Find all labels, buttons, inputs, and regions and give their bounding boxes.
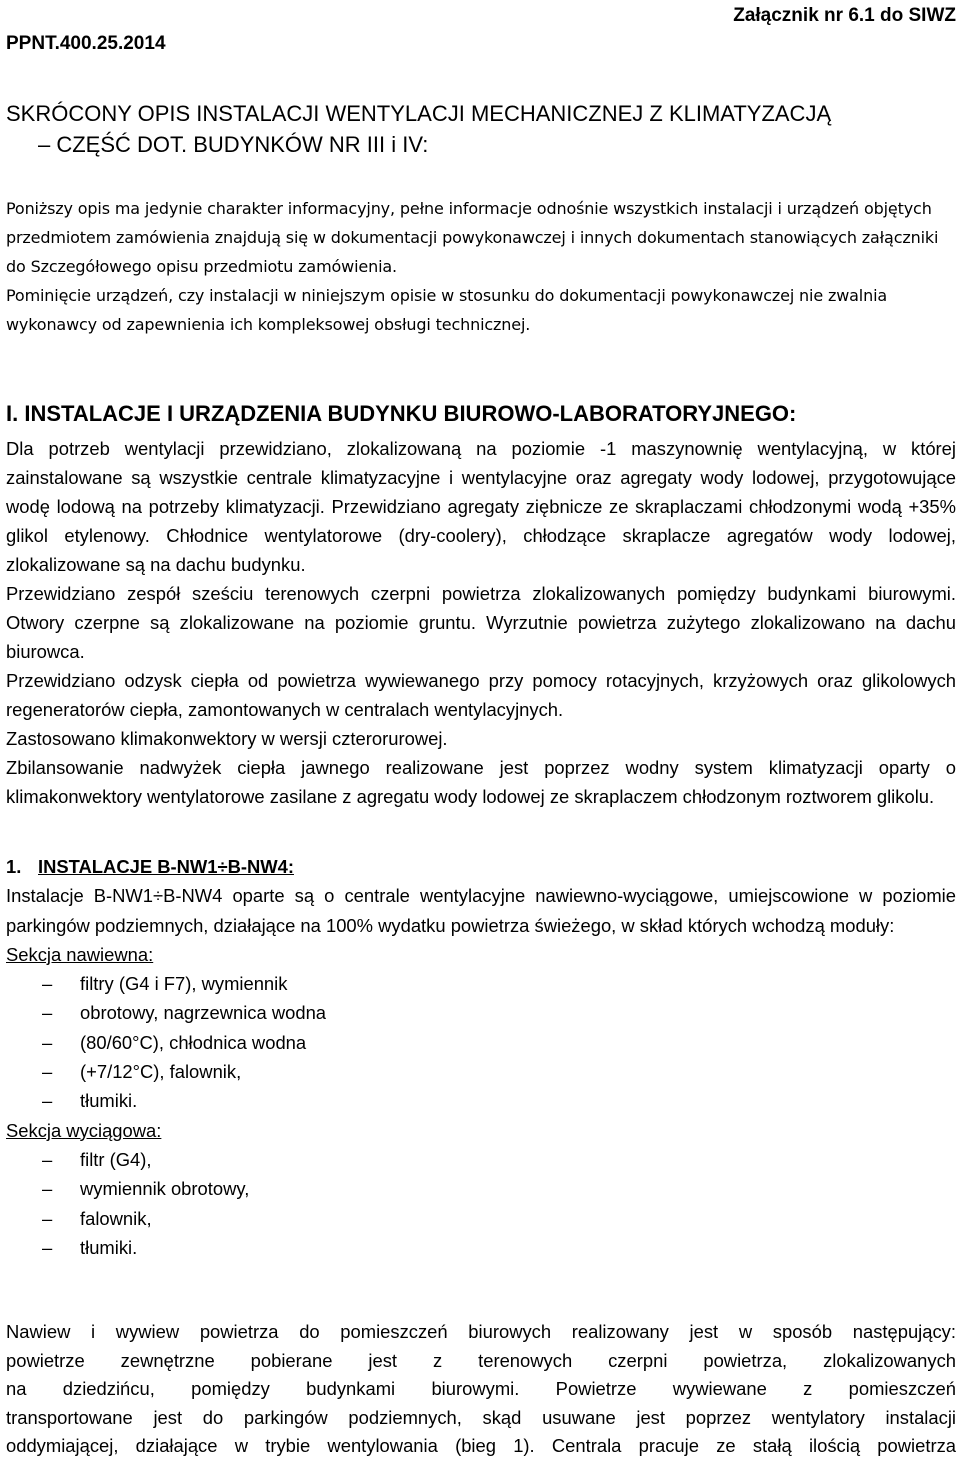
document-reference: PPNT.400.25.2014 <box>6 33 166 54</box>
subsection-1 <box>6 852 956 1262</box>
dash-bullet: – <box>42 1061 53 1083</box>
list-item-text: filtr (G4), <box>80 1148 152 1170</box>
list-item <box>6 1174 956 1203</box>
title-line-2: – CZĘŚĆ DOT. BUDYNKÓW NR III i IV: <box>38 132 429 157</box>
dash-bullet: – <box>42 1178 53 1200</box>
exhaust-section-label: Sekcja wyciągowa: <box>6 1119 162 1141</box>
paragraph-line: transportowane jest do parkingów podziemnych, skąd usuwane jest poprzez wentylatory instalacji <box>6 1406 956 1428</box>
closing-paragraph <box>6 1318 956 1461</box>
intro-section <box>6 194 956 339</box>
document-title <box>6 98 956 160</box>
subsection-number: 1. <box>6 856 22 877</box>
paragraph-line: Nawiew i wywiew powietrza do pomieszczeń biurowych realizowany jest w sposób następujący: <box>6 1321 956 1342</box>
subsection-paragraph: Instalacje B-NW1÷B-NW4 oparte są o centrale wentylacyjne nawiewno-wyciągowe, umiejscowione w poziomie parkingów podziemnych, działające na 100% wydatku powietrza świeżego, w skład których wchodzą moduły: <box>6 885 956 936</box>
title-line-1: SKRÓCONY OPIS INSTALACJI WENTYLACJI MECHANICZNEJ Z KLIMATYZACJĄ <box>6 101 832 126</box>
section-1 <box>6 394 956 811</box>
paragraph-line: na dziedzińcu, pomiędzy budynkami biurowymi. Powietrze wywiewane z pomieszczeń <box>6 1378 956 1399</box>
list-item-text: tłumiki. <box>80 1090 138 1112</box>
paragraph-line: oddymiającej, działające w trybie wentylowania (bieg 1). Centrala pracuje ze stałą ilością powietrza <box>6 1435 956 1456</box>
supply-list <box>6 969 956 1115</box>
dash-bullet: – <box>42 1236 53 1258</box>
list-item-text: (+7/12°C), falownik, <box>80 1061 242 1083</box>
dash-bullet: – <box>42 1148 53 1170</box>
section-1-paragraph: Przewidziano odzysk ciepła od powietrza wywiewanego przy pomocy rotacyjnych, krzyżowych oraz glikolowych regeneratorów ciepła, zamontowanych w centralach wentylacyjnych. <box>6 670 956 720</box>
section-1-paragraph: Przewidziano zespół sześciu terenowych czerpni powietrza zlokalizowanych pomiędzy budynkami biurowymi. Otwory czerpne są zlokalizowane na poziomie gruntu. Wyrzutnie powietrza zużytego zlokalizowano na dachu biurowca. <box>6 583 956 662</box>
list-item-text: obrotowy, nagrzewnica wodna <box>80 1002 327 1024</box>
paragraph-line: powietrze zewnętrzne pobierane jest z terenowych czerpni powietrza, zlokalizowanych <box>6 1349 956 1371</box>
dash-bullet: – <box>42 1090 53 1112</box>
section-1-paragraph: Dla potrzeb wentylacji przewidziano, zlokalizowaną na poziomie -1 maszynownię wentylacyjną, w której zainstalowane są wszystkie centrale klimatyzacyjne i wentylacyjne oraz agregaty wody lodowej, przygotowujące wodę lodową na potrzeby klimatyzacji. Przewidziano agregaty ziębnicze ze skraplaczami chłodzonymi wodą +35% glikol etylenowy. Chłodnice wentylatorowe (dry-coolery), chłodzące skraplacze agregatów wody lodowej, zlokalizowane są na dachu budynku. <box>6 438 956 575</box>
intro-paragraph-1: Poniższy opis ma jedynie charakter informacyjny, pełne informacje odnośnie wszystkich instalacji i urządzeń objętych przedmiotem zamówienia znajdują się w dokumentacji powykonawczej i innych dokumentach stanowiących załączniki do Szczegółowego opisu przedmiotu zamówienia. <box>6 199 939 276</box>
intro-paragraph-2: Pominięcie urządzeń, czy instalacji w niniejszym opisie w stosunku do dokumentacji powykonawczej nie zwalnia wykonawcy od zapewnienia ich kompleksowej obsługi technicznej. <box>6 286 888 334</box>
section-1-heading: I. INSTALACJE I URZĄDZENIA BUDYNKU BIUROWO-LABORATORYJNEGO: <box>6 401 797 426</box>
subsection-title: INSTALACJE B-NW1÷B-NW4: <box>38 856 294 877</box>
dash-bullet: – <box>42 1207 53 1229</box>
list-item-text: filtry (G4 i F7), wymiennik <box>80 973 288 995</box>
list-item-text: falownik, <box>80 1207 152 1229</box>
list-item <box>6 998 956 1027</box>
list-item <box>6 1145 956 1174</box>
subsection-1-heading <box>6 852 956 881</box>
dash-bullet: – <box>42 973 53 995</box>
list-item-text: (80/60°C), chłodnica wodna <box>80 1031 307 1053</box>
list-item <box>6 1233 956 1262</box>
section-1-paragraph: Zbilansowanie nadwyżek ciepła jawnego realizowane jest poprzez wodny system klimatyzacji oparty o klimakonwektory wentylatorowe zasilane z agregatu wody lodowej ze skraplaczem chłodzonym roztworem glikolu. <box>6 757 956 807</box>
list-item-text: wymiennik obrotowy, <box>80 1178 250 1200</box>
list-item <box>6 1028 956 1057</box>
list-item-text: tłumiki. <box>80 1236 138 1258</box>
dash-bullet: – <box>42 1031 53 1053</box>
list-item <box>6 1057 956 1086</box>
list-item <box>6 1086 956 1115</box>
supply-section-label: Sekcja nawiewna: <box>6 943 154 965</box>
dash-bullet: – <box>42 1002 53 1024</box>
list-item <box>6 969 956 998</box>
exhaust-list <box>6 1145 956 1262</box>
attachment-label: Załącznik nr 6.1 do SIWZ <box>733 5 956 26</box>
section-1-paragraph: Zastosowano klimakonwektory w wersji czterorurowej. <box>6 728 448 749</box>
list-item <box>6 1204 956 1233</box>
